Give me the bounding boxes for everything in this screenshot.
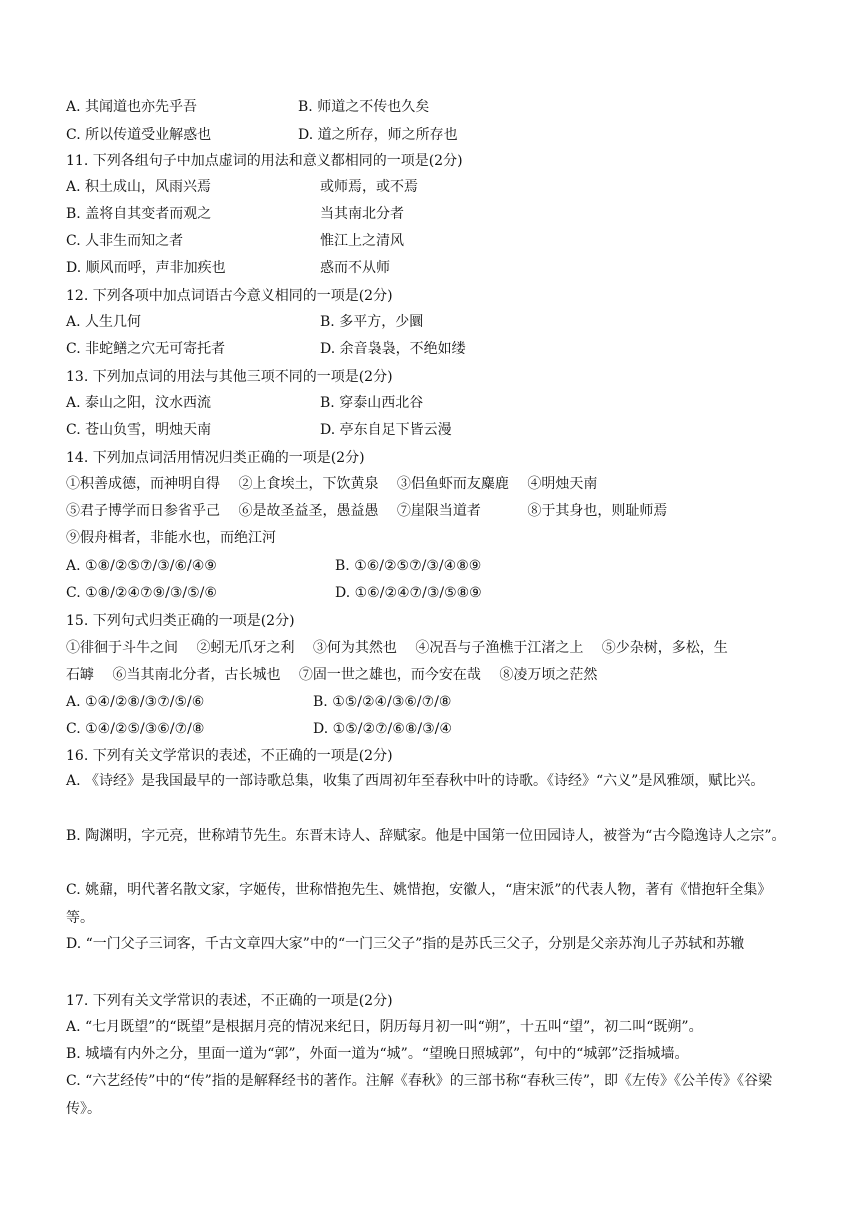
q14-items-line3: ⑨假舟楫者，非能水也，而绝江河 bbox=[66, 530, 276, 546]
q15-option-c: C. ①④/②⑤/③⑥/⑦/⑧ bbox=[66, 721, 205, 737]
q14-items-line2: ⑤君子博学而日参省乎己 ⑥是故圣益圣，愚益愚 ⑦崖限当道者 ⑧于其身也，则耻师焉 bbox=[66, 503, 668, 519]
q15-option-a: A. ①④/②⑧/③⑦/⑤/⑥ bbox=[66, 694, 205, 710]
q16-option-c: C. 姚鼐，明代著名散文家，字姬传，世称惜抱先生、姚惜抱，安徽人，“唐宋派”的代表人物，著有《惜抱轩全集》等。 bbox=[66, 882, 772, 926]
q12-option-c: C. 非蛇鳝之穴无可寄托者 bbox=[66, 341, 226, 357]
q11-option-d-left: D. 顺风而呼，声非加疾也 bbox=[66, 260, 226, 276]
q12-option-d: D. 余音袅袅，不绝如缕 bbox=[320, 341, 466, 357]
q11-title: 11. 下列各组句子中加点虚词的用法和意义都相同的一项是(2分) bbox=[66, 153, 463, 169]
q11-option-a-right: 或师焉，或不焉 bbox=[320, 179, 418, 195]
q14-option-a: A. ①⑧/②⑤⑦/③/⑥/④⑨ bbox=[66, 558, 217, 574]
q17-option-c: C. “六艺经传”中的“传”指的是解释经书的著作。注解《春秋》的三部书称“春秋三传”，即《左传》《公羊传》《谷梁传》。 bbox=[66, 1073, 773, 1117]
q16-option-a: A. 《诗经》是我国最早的一部诗歌总集，收集了西周初年至春秋中叶的诗歌。《诗经》“六义”是风雅颂，赋比兴。 bbox=[66, 773, 765, 789]
q14-items-line1: ①积善成德，而神明自得 ②上食埃土，下饮黄泉 ③侣鱼虾而友麋鹿 ④明烛天南 bbox=[66, 476, 598, 492]
q10-option-b: B. 师道之不传也久矣 bbox=[298, 99, 430, 115]
q16-option-b: B. 陶渊明，字元亮，世称靖节先生。东晋末诗人、辞赋家。他是中国第一位田园诗人，被誉为“古今隐逸诗人之宗”。 bbox=[66, 828, 786, 844]
q16-option-d: D. “一门父子三词客，千古文章四大家”中的“一门三父子”指的是苏氏三父子，分别是父亲苏洵儿子苏轼和苏辙 bbox=[66, 936, 745, 952]
q15-items-line2: 石罅 ⑥当其南北分者，古长城也 ⑦固一世之雄也，而今安在哉 ⑧凌万顷之茫然 bbox=[66, 667, 598, 683]
q13-option-b: B. 穿泰山西北谷 bbox=[320, 395, 424, 411]
q15-option-b: B. ①⑤/②④/③⑥/⑦/⑧ bbox=[313, 694, 452, 710]
q11-option-b-right: 当其南北分者 bbox=[320, 206, 404, 222]
q11-option-b-left: B. 盖将自其变者而观之 bbox=[66, 206, 212, 222]
q12-option-a: A. 人生几何 bbox=[66, 314, 142, 330]
q14-title: 14. 下列加点词活用情况归类正确的一项是(2分) bbox=[66, 450, 365, 466]
q10-option-a: A. 其闻道也亦先乎吾 bbox=[66, 99, 198, 115]
q11-option-c-left: C. 人非生而知之者 bbox=[66, 233, 184, 249]
q17-option-b: B. 城墙有内外之分，里面一道为“郭”，外面一道为“城”。“望晚日照城郭”，句中的“城郭”泛指城墙。 bbox=[66, 1046, 689, 1062]
q17-title: 17. 下列有关文学常识的表述，不正确的一项是(2分) bbox=[66, 993, 393, 1009]
q12-option-b: B. 多平方，少圜 bbox=[320, 314, 424, 330]
q15-title: 15. 下列句式归类正确的一项是(2分) bbox=[66, 613, 295, 629]
q14-option-b: B. ①⑥/②⑤⑦/③/④⑧⑨ bbox=[335, 558, 482, 574]
q10-option-d: D. 道之所存，师之所存也 bbox=[298, 127, 458, 143]
q12-title: 12. 下列各项中加点词语古今意义相同的一项是(2分) bbox=[66, 288, 393, 304]
q11-option-a-left: A. 积土成山，风雨兴焉 bbox=[66, 179, 212, 195]
q11-option-c-right: 惟江上之清风 bbox=[320, 233, 404, 249]
q11-option-d-right: 惑而不从师 bbox=[320, 260, 390, 276]
q17-option-a: A. “七月既望”的“既望”是根据月亮的情况来纪日，阴历每月初一叫“朔”，十五叫“望”，初二叫“既朔”。 bbox=[66, 1019, 703, 1035]
q14-option-c: C. ①⑧/②④⑦⑨/③/⑤/⑥ bbox=[66, 585, 217, 601]
q13-title: 13. 下列加点词的用法与其他三项不同的一项是(2分) bbox=[66, 369, 393, 385]
q10-option-c: C. 所以传道受业解惑也 bbox=[66, 127, 212, 143]
q13-option-c: C. 苍山负雪，明烛天南 bbox=[66, 422, 212, 438]
q15-option-d: D. ①⑤/②⑦/⑥⑧/③/④ bbox=[313, 721, 452, 737]
q13-option-a: A. 泰山之阳，汶水西流 bbox=[66, 395, 212, 411]
q15-items-line1: ①徘徊于斗牛之间 ②蚓无爪牙之利 ③何为其然也 ④况吾与子渔樵于江渚之上 ⑤少杂树，多松，生 bbox=[66, 640, 728, 656]
q14-option-d: D. ①⑥/②④⑦/③/⑤⑧⑨ bbox=[335, 585, 482, 601]
q16-title: 16. 下列有关文学常识的表述，不正确的一项是(2分) bbox=[66, 748, 393, 764]
q13-option-d: D. 亭东自足下皆云漫 bbox=[320, 422, 452, 438]
